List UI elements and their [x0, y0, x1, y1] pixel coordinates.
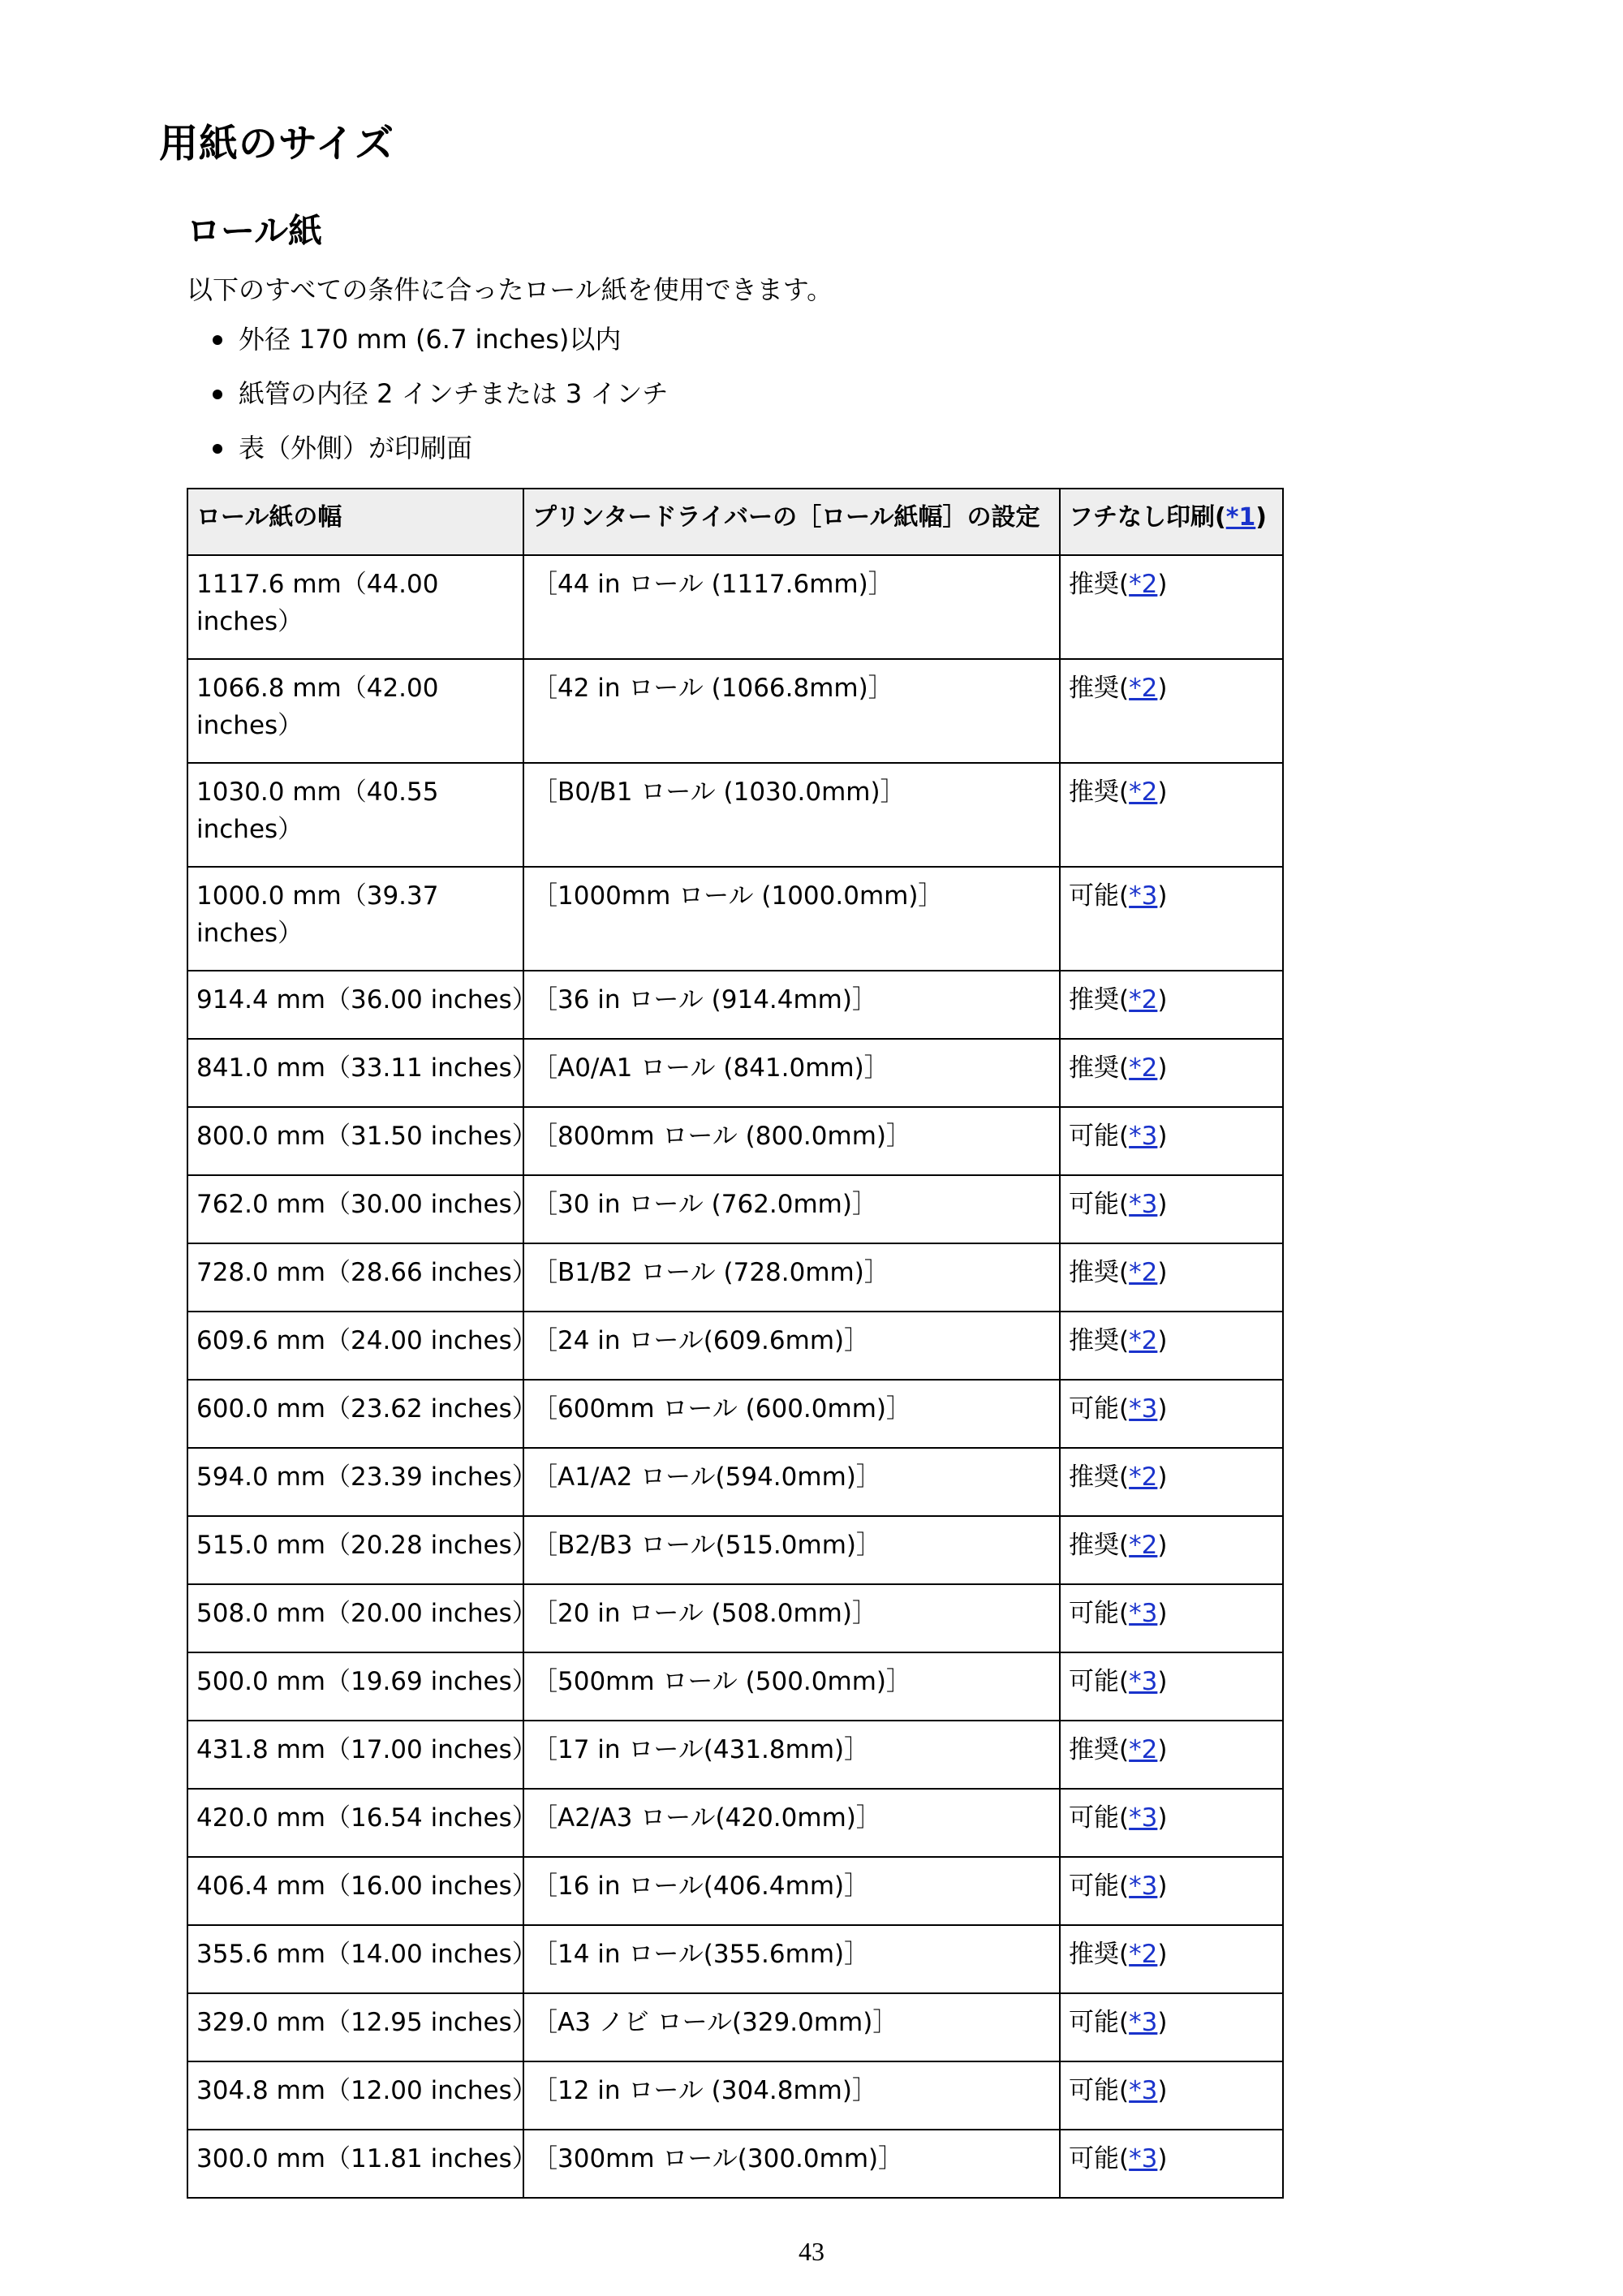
borderless-close: ) — [1157, 1258, 1168, 1287]
borderless-close: ) — [1157, 1872, 1168, 1901]
cell-driver-setting: ［12 in ロール (304.8mm)］ — [523, 2061, 1060, 2130]
footnote-link[interactable]: *3 — [1129, 1872, 1158, 1901]
cell-borderless — [1060, 1857, 1283, 1925]
page-title: 用紙のサイズ — [159, 121, 395, 166]
table-row — [187, 1107, 1283, 1175]
cell-driver-setting: ［30 in ロール (762.0mm)］ — [523, 1175, 1060, 1243]
cell-borderless — [1060, 1448, 1283, 1516]
borderless-close: ) — [1157, 1326, 1168, 1355]
cell-roll-width: 515.0 mm（20.28 inches） — [187, 1516, 523, 1584]
cell-borderless — [1060, 1380, 1283, 1448]
cell-roll-width: 841.0 mm（33.11 inches） — [187, 1039, 523, 1107]
borderless-close: ) — [1157, 1053, 1168, 1083]
cell-borderless — [1060, 1584, 1283, 1652]
borderless-status: 可能( — [1069, 1872, 1130, 1901]
bullet-icon — [213, 390, 222, 399]
borderless-status: 推奨( — [1069, 1326, 1130, 1355]
cell-roll-width: 1030.0 mm（40.55 inches） — [187, 763, 523, 867]
cell-borderless — [1060, 555, 1283, 659]
borderless-close: ) — [1157, 1940, 1168, 1969]
header-borderless-label: フチなし印刷( — [1069, 503, 1226, 532]
footnote-link[interactable]: *2 — [1129, 1735, 1158, 1764]
table-row — [187, 555, 1283, 659]
bullet-icon — [213, 335, 222, 345]
cell-driver-setting: ［B1/B2 ロール (728.0mm)］ — [523, 1243, 1060, 1312]
table-row — [187, 1312, 1283, 1380]
cell-borderless — [1060, 1312, 1283, 1380]
cell-roll-width: 300.0 mm（11.81 inches） — [187, 2130, 523, 2198]
table-row — [187, 2130, 1283, 2198]
footnote-link[interactable]: *3 — [1129, 2008, 1158, 2037]
cell-driver-setting: ［14 in ロール(355.6mm)］ — [523, 1925, 1060, 1993]
footnote-link[interactable]: *2 — [1129, 1053, 1158, 1083]
table-row — [187, 2061, 1283, 2130]
borderless-status: 推奨( — [1069, 985, 1130, 1014]
table-row — [187, 1857, 1283, 1925]
list-item-text: 外径 170 mm (6.7 inches)以内 — [239, 324, 622, 355]
section-title: ロール紙 — [187, 211, 323, 251]
cell-driver-setting: ［B0/B1 ロール (1030.0mm)］ — [523, 763, 1060, 867]
cell-borderless — [1060, 1721, 1283, 1789]
cell-roll-width: 420.0 mm（16.54 inches） — [187, 1789, 523, 1857]
cell-driver-setting: ［A0/A1 ロール (841.0mm)］ — [523, 1039, 1060, 1107]
table-row — [187, 763, 1283, 867]
cell-driver-setting: ［B2/B3 ロール(515.0mm)］ — [523, 1516, 1060, 1584]
cell-roll-width: 508.0 mm（20.00 inches） — [187, 1584, 523, 1652]
cell-roll-width: 406.4 mm（16.00 inches） — [187, 1857, 523, 1925]
cell-roll-width: 355.6 mm（14.00 inches） — [187, 1925, 523, 1993]
table-row — [187, 1243, 1283, 1312]
cell-roll-width: 431.8 mm（17.00 inches） — [187, 1721, 523, 1789]
borderless-status: 可能( — [1069, 1667, 1130, 1696]
cell-borderless — [1060, 1993, 1283, 2061]
footnote-link[interactable]: *3 — [1129, 881, 1158, 911]
table-row — [187, 867, 1283, 971]
cell-driver-setting: ［300mm ロール(300.0mm)］ — [523, 2130, 1060, 2198]
borderless-status: 可能( — [1069, 1599, 1130, 1628]
borderless-close: ) — [1157, 1803, 1168, 1833]
borderless-status: 可能( — [1069, 1803, 1130, 1833]
borderless-status: 推奨( — [1069, 1258, 1130, 1287]
cell-driver-setting: ［500mm ロール (500.0mm)］ — [523, 1652, 1060, 1721]
borderless-status: 推奨( — [1069, 674, 1130, 703]
cell-driver-setting: ［44 in ロール (1117.6mm)］ — [523, 555, 1060, 659]
borderless-close: ) — [1157, 570, 1168, 599]
cell-roll-width: 1000.0 mm（39.37 inches） — [187, 867, 523, 971]
borderless-close: ) — [1157, 2144, 1168, 2173]
cell-driver-setting: ［16 in ロール(406.4mm)］ — [523, 1857, 1060, 1925]
list-item-text: 紙管の内径 2 インチまたは 3 インチ — [239, 378, 669, 409]
borderless-status: 可能( — [1069, 881, 1130, 911]
footnote-link[interactable]: *2 — [1129, 985, 1158, 1014]
list-item — [204, 321, 668, 376]
header-borderless-close: ) — [1255, 503, 1267, 532]
cell-driver-setting: ［800mm ロール (800.0mm)］ — [523, 1107, 1060, 1175]
cell-driver-setting: ［36 in ロール (914.4mm)］ — [523, 971, 1060, 1039]
table-row — [187, 1584, 1283, 1652]
borderless-close: ) — [1157, 2008, 1168, 2037]
borderless-status: 可能( — [1069, 2008, 1130, 2037]
cell-borderless — [1060, 659, 1283, 763]
header-borderless — [1060, 489, 1283, 555]
list-item — [204, 376, 668, 430]
list-item — [204, 430, 668, 485]
borderless-status: 推奨( — [1069, 1462, 1130, 1492]
borderless-status: 推奨( — [1069, 1531, 1130, 1560]
borderless-status: 推奨( — [1069, 570, 1130, 599]
table-row — [187, 971, 1283, 1039]
borderless-close: ) — [1157, 2076, 1168, 2105]
borderless-close: ) — [1157, 1122, 1168, 1151]
cell-roll-width: 609.6 mm（24.00 inches） — [187, 1312, 523, 1380]
footnote-link[interactable]: *3 — [1129, 1803, 1158, 1833]
table-header-row — [187, 489, 1283, 555]
footnote-link[interactable]: *2 — [1129, 1531, 1158, 1560]
table-row — [187, 1380, 1283, 1448]
cell-roll-width: 728.0 mm（28.66 inches） — [187, 1243, 523, 1312]
cell-borderless — [1060, 1175, 1283, 1243]
cell-roll-width: 1066.8 mm（42.00 inches） — [187, 659, 523, 763]
cell-borderless — [1060, 1925, 1283, 1993]
borderless-close: ) — [1157, 1531, 1168, 1560]
cell-roll-width: 1117.6 mm（44.00 inches） — [187, 555, 523, 659]
cell-driver-setting: ［1000mm ロール (1000.0mm)］ — [523, 867, 1060, 971]
footnote-link[interactable]: *2 — [1129, 1326, 1158, 1355]
table-row — [187, 1721, 1283, 1789]
cell-roll-width: 594.0 mm（23.39 inches） — [187, 1448, 523, 1516]
list-item-text: 表（外側）が印刷面 — [239, 433, 473, 463]
borderless-status: 推奨( — [1069, 1735, 1130, 1764]
table-row — [187, 1993, 1283, 2061]
footnote-link[interactable]: *3 — [1129, 1394, 1158, 1424]
footnote-link[interactable]: *3 — [1129, 1667, 1158, 1696]
page-number: 43 — [799, 2237, 824, 2266]
intro-text: 以下のすべての条件に合ったロール紙を使用できます。 — [187, 274, 833, 305]
cell-borderless — [1060, 971, 1283, 1039]
cell-roll-width: 500.0 mm（19.69 inches） — [187, 1652, 523, 1721]
borderless-status: 可能( — [1069, 1122, 1130, 1151]
footnote-link[interactable]: *2 — [1129, 674, 1158, 703]
cell-driver-setting: ［20 in ロール (508.0mm)］ — [523, 1584, 1060, 1652]
table-row — [187, 1448, 1283, 1516]
roll-paper-table — [187, 488, 1284, 2199]
table-row — [187, 1175, 1283, 1243]
footnote-link[interactable]: *2 — [1129, 1258, 1158, 1287]
borderless-close: ) — [1157, 1394, 1168, 1424]
cell-borderless — [1060, 867, 1283, 971]
table-body — [187, 555, 1283, 2198]
footnote-link[interactable]: *2 — [1129, 778, 1158, 807]
cell-borderless — [1060, 763, 1283, 867]
cell-borderless — [1060, 2061, 1283, 2130]
table-row — [187, 1925, 1283, 1993]
cell-borderless — [1060, 1789, 1283, 1857]
condition-list — [204, 321, 668, 485]
footnote-link[interactable]: *3 — [1129, 2144, 1158, 2173]
borderless-status: 可能( — [1069, 2144, 1130, 2173]
borderless-close: ) — [1157, 1190, 1168, 1219]
cell-borderless — [1060, 1243, 1283, 1312]
borderless-close: ) — [1157, 1667, 1168, 1696]
borderless-status: 推奨( — [1069, 1053, 1130, 1083]
cell-driver-setting: ［42 in ロール (1066.8mm)］ — [523, 659, 1060, 763]
borderless-status: 推奨( — [1069, 778, 1130, 807]
table-row — [187, 1652, 1283, 1721]
table-row — [187, 659, 1283, 763]
table-row — [187, 1039, 1283, 1107]
borderless-close: ) — [1157, 985, 1168, 1014]
footnote-link[interactable]: *3 — [1129, 2076, 1158, 2105]
cell-roll-width: 800.0 mm（31.50 inches） — [187, 1107, 523, 1175]
cell-driver-setting: ［A1/A2 ロール(594.0mm)］ — [523, 1448, 1060, 1516]
table-row — [187, 1516, 1283, 1584]
borderless-status: 可能( — [1069, 2076, 1130, 2105]
borderless-close: ) — [1157, 1599, 1168, 1628]
borderless-close: ) — [1157, 1462, 1168, 1492]
cell-driver-setting: ［24 in ロール(609.6mm)］ — [523, 1312, 1060, 1380]
borderless-close: ) — [1157, 778, 1168, 807]
bullet-icon — [213, 444, 222, 454]
borderless-close: ) — [1157, 881, 1168, 911]
cell-borderless — [1060, 2130, 1283, 2198]
cell-roll-width: 600.0 mm（23.62 inches） — [187, 1380, 523, 1448]
borderless-close: ) — [1157, 674, 1168, 703]
cell-roll-width: 304.8 mm（12.00 inches） — [187, 2061, 523, 2130]
header-driver-setting: プリンタードライバーの［ロール紙幅］の設定 — [523, 489, 1060, 555]
footnote-link[interactable]: *2 — [1129, 1940, 1158, 1969]
footnote-link[interactable]: *1 — [1225, 503, 1256, 532]
cell-roll-width: 329.0 mm（12.95 inches） — [187, 1993, 523, 2061]
cell-borderless — [1060, 1039, 1283, 1107]
borderless-status: 推奨( — [1069, 1940, 1130, 1969]
footnote-link[interactable]: *3 — [1129, 1599, 1158, 1628]
borderless-status: 可能( — [1069, 1394, 1130, 1424]
cell-driver-setting: ［600mm ロール (600.0mm)］ — [523, 1380, 1060, 1448]
cell-borderless — [1060, 1516, 1283, 1584]
footnote-link[interactable]: *2 — [1129, 570, 1158, 599]
cell-roll-width: 762.0 mm（30.00 inches） — [187, 1175, 523, 1243]
cell-roll-width: 914.4 mm（36.00 inches） — [187, 971, 523, 1039]
cell-borderless — [1060, 1652, 1283, 1721]
footnote-link[interactable]: *3 — [1129, 1122, 1158, 1151]
header-roll-width: ロール紙の幅 — [187, 489, 523, 555]
borderless-status: 可能( — [1069, 1190, 1130, 1219]
cell-driver-setting: ［A2/A3 ロール(420.0mm)］ — [523, 1789, 1060, 1857]
borderless-close: ) — [1157, 1735, 1168, 1764]
cell-borderless — [1060, 1107, 1283, 1175]
cell-driver-setting: ［17 in ロール(431.8mm)］ — [523, 1721, 1060, 1789]
footnote-link[interactable]: *2 — [1129, 1462, 1158, 1492]
table-row — [187, 1789, 1283, 1857]
cell-driver-setting: ［A3 ノビ ロール(329.0mm)］ — [523, 1993, 1060, 2061]
footnote-link[interactable]: *3 — [1129, 1190, 1158, 1219]
